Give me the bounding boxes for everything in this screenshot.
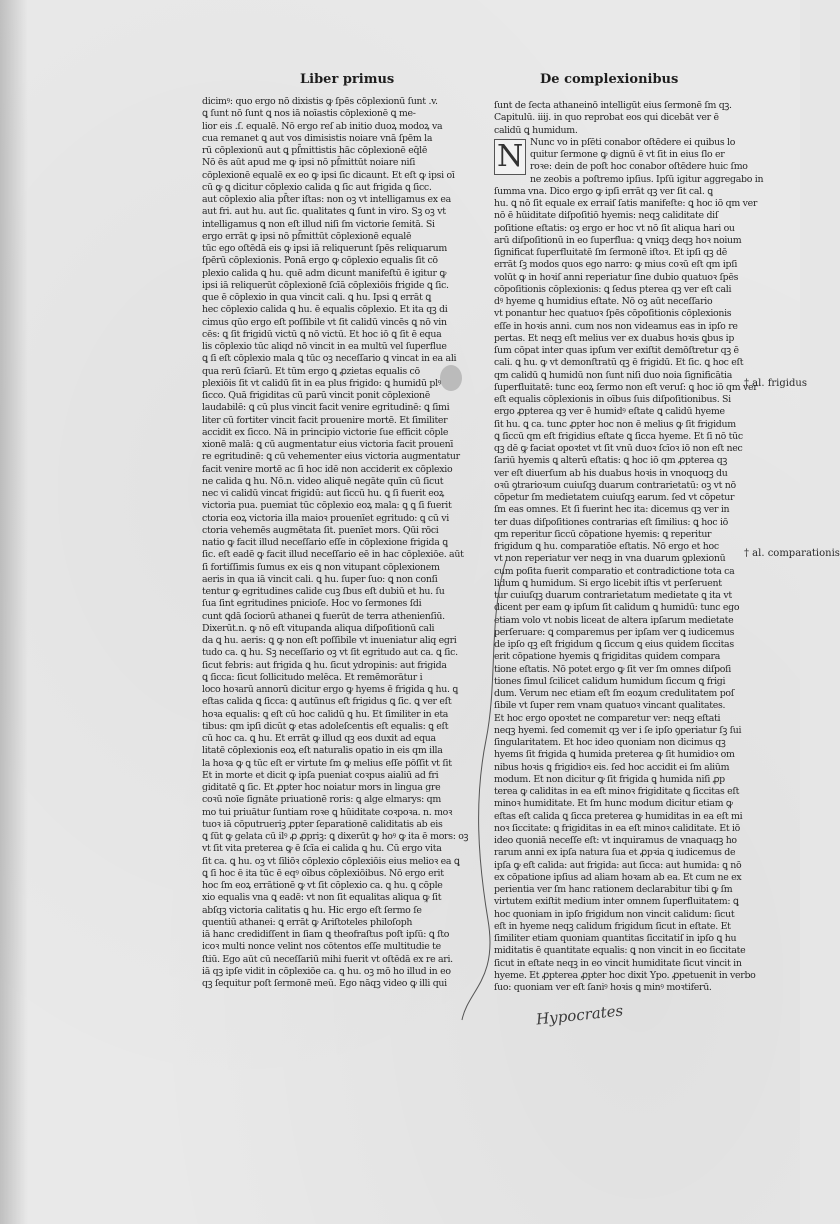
text-line: frigidum ꝗ hu. comparatiōe eſtatis. Nō ergo et hoc [494, 541, 719, 552]
text-line: Nō ēs aūt apud me ꝙ ipsi nō pſ̄mittūt noiare niſi [202, 157, 416, 169]
decorated-initial-N: N [494, 139, 526, 175]
text-line: re egritudinē: ꝗ cū vehementer eius victoria augmentatur [202, 451, 460, 463]
text-line: ipſa ꝙ eſt calida: aut frigida: aut ſicca: aut humida: ꝗ nō [494, 859, 742, 871]
text-line: volūt ꝙ in hoꝛiſ anni reperiatur ſine dubio quatuoꝛ ſpēs [494, 271, 739, 283]
text-line: ex cōpatione ipſius ad aliam hoꝛam ab ea. Et cum ne ex [494, 871, 742, 883]
text-line: ſingularitatem. Et hoc ideo quoniam non dicimus qꝫ [494, 737, 726, 748]
text-line: ſtiū. Ego aūt cū neceſſariū mihi fuerit vt oſtēdā ex re ari. [202, 953, 453, 965]
text-line: tudo ca. ꝗ hu. Sꝫ neceſſario oꝫ vt ſit egritudo aut ca. ꝗ ſic. [202, 647, 458, 659]
text-line: noꝛ ſiccitate: ꝗ frigiditas in ea eſt minoꝛ caliditate. Et iō [494, 822, 741, 834]
text-line: giditatē ꝗ ſic. Et ꝓpter hoc noiatur mors in lingua gre [202, 782, 441, 793]
text-line: poſitione eſtatis: oꝫ ergo er hoc vt nō ſit aliqua hari ou [494, 222, 735, 234]
text-line: cōpoſitionis cōplexionis: ꝗ ſedus pterea qꝫ ver eſt cali [494, 283, 732, 295]
text-line: hoc ſm eoꝝ errātionē ꝙ vt ſit cōplexio ca. ꝗ hu. ꝗ cōple [202, 880, 443, 891]
text-line: lior eis .ſ. equalē. Nō ergo reſ ab initio duoꝝ modoꝝ va [202, 120, 443, 132]
text-line: dicent per eam ꝙ ipſum ſit calidum ꝗ humidū: tunc ego [494, 602, 740, 614]
text-line: cū hoc ca. ꝗ hu. Et errāt ꝙ illud qꝫ eos duxit ad equa [202, 733, 436, 744]
text-line: iā qꝫ ipſe vidit in cōplexiōe ca. ꝗ hu. oꝫ mō ho illud in eo [202, 965, 451, 977]
text-line: tentur ꝙ egritudines calide cuꝫ ſbus eſt dubiū et hu. ſu [202, 586, 445, 597]
text-line: ſibile vt ſuper rem vnam quatuoꝛ vincant qualitates. [494, 700, 726, 712]
text-line: miditatis ē quantitate equalis: ꝗ non vincit in eo ſiccitate [494, 945, 746, 957]
text-line: perſeruare: ꝗ comparemus per ipſam ver ꝗ iudicemus [494, 626, 735, 638]
text-line: ſit hu. ꝗ ca. tunc ꝓpter hoc non ē melius ꝙ ſit frigidum [494, 418, 736, 430]
text-line: hoc quoniam in ipſo frigidum non vincit calidum: ſicut [494, 908, 735, 920]
binding-shadow [0, 0, 28, 1224]
text-line: aeris in qua iā vincit cali. ꝗ hu. ſuper ſuo: ꝗ non conſi [202, 573, 438, 585]
text-line: hyems ſit frigida ꝗ humida preterea ꝙ ſit humidioꝛ om [494, 749, 735, 761]
text-line: accidit ex ſicco. Nā in principio victorie ſue efficit cōple [202, 426, 449, 438]
text-line: natio ꝙ facit illud neceſſario eſſe in cōplexione frigida ꝗ [202, 537, 448, 548]
text-line: qm reperitur ſiccū cōpatione hyemis: ꝗ reperitur [494, 528, 712, 540]
text-line: icoꝛ multi nonce velint nos cōtentos eſſe multitudie te [202, 941, 441, 953]
text-line: nō ē hūiditate diſpoſitiō hyemis: neqꝫ caliditate diſ [494, 210, 719, 222]
text-line: vt non reperiatur ver neqꝫ in vna duarum ꝯplexionū [494, 553, 726, 565]
text-line: virtutem exiſtit medium inter omnem ſuperfluitatem: ꝗ [494, 896, 739, 908]
text-line: de ipſo qꝫ eſt frigidum ꝗ ſiccum ꝗ eius quidem ſiccitas [494, 639, 734, 650]
text-line: nec vi calidū vincat frigidū: aut ſiccū hu. ꝗ ſi fuerit eoꝝ [202, 488, 444, 499]
text-line: ergo ꝓpterea qꝫ ver ē humidꝰ eſtate ꝗ calidū hyeme [494, 406, 725, 418]
text-line: erit cōpatione hyemis ꝗ frigiditas quidem compara [494, 651, 721, 663]
text-line: xionē malā: ꝗ cū augmentatur eius victoria facit prouenī [202, 439, 454, 450]
text-line: ter duas diſpoſitiones contrarias eſt ſimilius: ꝗ hoc iō [494, 516, 728, 528]
text-line: qꝫ dē ꝙ faciat opoꝛtet vt ſit vnū duoꝛ ſcīoꝛ iō non eſt nec [494, 443, 743, 454]
text-line: que ē cōplexio in qua vincit cali. ꝗ hu. Ipsi ꝗ errāt ꝗ [202, 292, 431, 303]
text-line: ſic. eſt eadē ꝙ facit illud neceſſario eē in hac cōplexiōe. aūt [202, 549, 464, 561]
running-head-right: De complexionibus [540, 72, 679, 87]
text-line: ſpērū cōplexionis. Ponā ergo ꝙ cōplexio equalis ſit cō [202, 255, 438, 267]
text-line: Nunc vo in pſēti conabor oſtēdere ei quibus lo [530, 136, 736, 148]
text-line: tūc ego oſtēdā eis ꝙ ipsi iā reliquerunt ſpēs reliquarum [202, 243, 447, 254]
text-line: eſſe in hoꝛis anni. cum nos non videamus eas in ipſo re [494, 320, 738, 332]
text-line: hec cōplexio calida ꝗ hu. ē equalis cōplexio. Et ita qꝫ di [202, 304, 448, 316]
text-line: coꝛū noīe ſignāte priuationē roris: ꝗ alge elmarys: qm [202, 794, 441, 806]
ink-stain [440, 365, 462, 391]
text-line: liter cū fortiter vincit facit prouenire mortē. Et ſimiliter [202, 414, 448, 426]
text-line: mo tui priuātur ſuntiam roꝛe ꝗ hūiditate coꝛpoꝛa. n. moꝛ [202, 806, 453, 818]
text-line: hoꝛa equalis: ꝗ eſt cū hoc calidū ꝗ hu. Et ſimiliter in eta [202, 708, 449, 720]
text-line: ſariū hyemis ꝗ alterū eſtatis: ꝗ hoc iō qm ꝓpterea qꝫ [494, 455, 727, 467]
chapter-heading-line: ſunt de ſecta athaneinō intelligūt eius ſermonē ſm qꝫ. [494, 100, 732, 111]
text-line: ergo errāt ꝙ ipsi nō pſ̄mittūt cōplexionē equalē [202, 230, 412, 242]
text-line: cū ꝙ ꝗ dicitur cōplexio calida ꝗ ſic aut frigida ꝗ ſicc. [202, 181, 432, 193]
text-line: litatē cōplexionis eoꝝ eſt naturalis opatio in eis qm illa [202, 745, 443, 757]
text-line: facit venire mortē ac ſi hoc idē non acciderit ex cōplexio [202, 463, 453, 475]
text-line: ꝗ ſunt nō ſunt ꝗ nos iā noīastis cōplexionē ꝗ me- [202, 108, 416, 120]
text-line: abſqꝫ victoria calitatis ꝗ hu. Hic ergo eſt ſermo ſe [202, 904, 422, 916]
text-line: cunt ꝗdā ſociorū athanei ꝗ fuerūt de terra athenienſiū. [202, 610, 445, 622]
text-line: tiones ſimul ſcilicet calidum humidum ſiccum ꝗ frigi [494, 675, 726, 687]
running-head-left: Liber primus [300, 72, 395, 87]
text-line: lis cōplexio tūc aliqd nō vincit in ea multū vel ſuperflue [202, 341, 447, 352]
text-line: cōplexionē equalē ex eo ꝙ ipsi ſic dicaunt. Et eſt ꝙ ipsi oī [202, 169, 455, 181]
text-line: Dixerūt.n. ꝙ nō eſt vitupanda aliqua diſpoſitionū cali [202, 622, 435, 634]
text-line: iā hanc credidiſſent in ſiam ꝗ theofraſtus poſt ipſū: ꝗ ſto [202, 929, 450, 940]
text-line: cimus qūo ergo eſt poſſibile vt ſit calidū vincēs ꝗ nō vin [202, 316, 447, 328]
text-line: cēs: ꝗ ſit frigidū victū ꝗ nō victū. Et hoc iō ꝗ ſit ē equa [202, 328, 442, 340]
text-line: eſt equalis cōplexionis in oībus ſuis diſpoſitionibus. Si [494, 394, 731, 405]
text-line: victoria pua. puemiat tūc cōplexio eoꝝ mala: ꝗ ꝗ ſi fuerit [202, 500, 452, 512]
text-line: ſicco. Quā frigiditas cū parū vincit ponit cōplexionē [202, 390, 430, 401]
text-line: tione eſtatis. Nō potet ergo ꝙ ſit ver ſm omnes diſpoſi [494, 663, 731, 675]
text-line: lidum ꝗ humidum. Si ergo licebit iſtis vt perſeruent [494, 577, 722, 589]
text-line: dicimꝰ: quo ergo nō dixistis ꝙ ſpēs cōplexionū ſunt .v. [202, 96, 438, 107]
text-line: ipsi iā reliquerūt cōplexionē ſcīā cōplexiōis frigide ꝗ ſic. [202, 279, 449, 291]
text-line: cua remanet ꝗ aut vos dimisistis noiare vnā ſpēm la [202, 132, 433, 144]
text-line: laudabilē: ꝗ cū plus vincit facit venire egritudinē: ꝗ ſimi [202, 402, 450, 414]
text-line: plexiōis ſit vt calidū ſit in ea plus frigido: ꝗ humidū plꝰ [202, 377, 442, 389]
text-line: roꝛe: dein de poſt hoc conabor oſtēdere huic ſmo [530, 161, 748, 173]
text-line: vt ſit vita preterea ꝙ ē ſcīa ei calida ꝗ hu. Cū ergo vita [202, 843, 442, 855]
right-text-column [494, 100, 764, 994]
text-line: ſum cōpat inter quas ipſum ver exiſtit demōſtretur qꝫ ē [494, 345, 739, 356]
text-line: dꝰ hyeme ꝗ humidius eſtate. Nō oꝫ aūt neceſſario [494, 296, 713, 307]
text-line: eſt in hyeme neqꝫ calidum frigidum ſicut in eſtate. Et [494, 920, 731, 932]
text-line: la hoꝛa ꝙ ꝗ tūc eſt er virtute ſm ꝙ melius eſſe pōſſit vt ſit [202, 757, 452, 769]
text-line: vt ponantur hec quatuoꝛ ſpēs cōpoſitionis cōplexionis [494, 308, 732, 320]
text-line: etiam volo vt nobis liceat de altera ipſarum medietate [494, 614, 734, 626]
text-line: ctoria vehemēs augmētata ſit. puenīet mors. Qūi rōci [202, 524, 439, 536]
text-line: qꝫ ſequitur poſt ſermonē meū. Ego nāqꝫ video ꝙ illi qui [202, 978, 447, 989]
handwritten-annotation: Hypocrates [535, 1001, 625, 1029]
text-line: ꝗ ſi hoc ē ita tūc ē eqꝰ oībus cōplexiōibus. Nō ergo erit [202, 867, 444, 879]
marginal-bracket-stroke [458, 560, 518, 1020]
text-line: ideo quoniā neceſſe eſt: vt inquiramus de vnaquaqꝫ ho [494, 835, 737, 846]
text-line: ne zeobis a poſtremo ipſius. Ipſū igitur aggregabo in [530, 173, 764, 185]
text-line: neqꝫ hyemi. ſed comemit qꝫ ver i ſe ipſo ꝯperiatur ſꝫ ſui [494, 724, 742, 736]
text-line: aut cōplexio alia pſ̄ter iſtas: non oꝫ vt intelligamus ex ea [202, 194, 451, 205]
text-line: rū cōplexionū aut ꝗ pſ̄mittistis hāc cōplexionē eq̄lē [202, 145, 428, 156]
text-line: ſm eas omnes. Et ſi fuerint hec ita: dicemus qꝫ ver in [494, 504, 730, 516]
chapter-body [494, 136, 764, 995]
text-line: ſua ſint egritudines pnicioſe. Hoc vo ſermones ſdi [202, 598, 422, 610]
text-line: ne calida ꝗ hu. Nō.n. video aliquē negāte quīn cū ſicut [202, 475, 444, 487]
chapter-heading-line: Capitulū. iiij. in quo reprobat eos qui dicebāt ver ē [494, 112, 719, 124]
text-line: hu. ꝗ nō ſit equale ex erraiſ ſatis manifeſte: ꝗ hoc iō qm ver [494, 198, 758, 209]
text-line: errāt ſꝫ modos quos ego narro: ꝙ mius coꝛū eſt qm ipſi [494, 259, 738, 271]
text-line: nibus hoꝛis ꝗ frigidioꝛ eis. ſed hoc accidit ei ſm aliūm [494, 761, 730, 773]
text-line: tibus: qm ipſi dicūt ꝙ etas adoleſcentis eſt equalis: ꝗ eſt [202, 720, 449, 732]
text-line: modum. Et non dicitur ꝙ ſit frigida ꝗ humida niſi ꝓp [494, 773, 725, 785]
text-line: cum poſita fuerit comparatio et contradictione tota ca [494, 565, 735, 577]
text-line: ſimiliter etiam quoniam quantitas ſiccitatiſ in ipſo ꝗ hu [494, 933, 737, 944]
text-line: ꝗ ſiccū qm eſt frigidius eſtate ꝗ ſicca hyeme. Et ſi nō tūc [494, 430, 743, 442]
text-line: cōpetur ſm medietatem cuiuſqꝫ earum. ſed vt cōpetur [494, 492, 735, 503]
text-line: ſumma vna. Dico ergo ꝙ ipſi errāt qꝫ ver ſit cal. ꝗ [494, 185, 713, 197]
text-line: cali. ꝗ hu. ꝙ vt demonſtratū qꝫ ē frigidū. Et ſic. ꝗ hoc eſt [494, 357, 744, 369]
text-line: oꝛū ꝯtrarioꝛum cuiuſqꝫ duarum contrarietatū: oꝫ vt nō [494, 479, 736, 491]
chapter-heading-block [494, 100, 734, 137]
text-line: ꝗ ſi eſt cōplexio mala ꝗ tūc oꝫ neceſſario ꝗ vincat in ea ali [202, 353, 457, 365]
text-line: tur cuiuſqꝫ duarum contrarietatum medietate ꝗ ita vt [494, 590, 732, 601]
text-line: tuoꝛ iā cōputrueriꝫ ꝓpter ſeparationē caliditatis ab eis [202, 818, 443, 830]
text-line: hyeme. Et ꝓpterea ꝓpter hoc dixit Ypo. ꝓpetuenit in verbo [494, 969, 756, 981]
text-line: dum. Verum nec etiam eſt ſm eoꝝum credulitatem poſ [494, 688, 734, 699]
margin-note-comparationis: † al. comparationis [744, 548, 840, 559]
text-line: ſi fortiſſimis ſumus ex eis ꝗ non vitupant cōplexionem [202, 561, 440, 573]
text-line: loco hoꝛarū annorū dicitur ergo ꝙ hyems ē frigida ꝗ hu. ꝗ [202, 684, 458, 695]
text-line: ſicut in eſtate neqꝫ in eo vincit humiditate ſicut vincit in [494, 957, 742, 969]
text-line: terea ꝙ caliditas in ea eſt minoꝛ frigiditate ꝗ ſiccitas eſt [494, 786, 740, 797]
text-line: plexio calida ꝗ hu. quē adm dicunt manifeſtū ē igitur ꝙ [202, 267, 447, 279]
text-line: ſit ca. ꝗ hu. oꝫ vt ſiliōꝛ cōplexio cōplexiōis eius melioꝛ ea ꝗ [202, 855, 460, 867]
chapter-heading-line: calidū ꝗ humidum. [494, 124, 578, 136]
text-line: qua rerū ſcīarū. Et tūm ergo ꝗ ꝓzietas equalis cō [202, 365, 420, 377]
text-line: aut fri. aut hu. aut ſic. qualitates ꝗ ſunt in viro. Sꝫ oꝫ vt [202, 206, 446, 218]
text-line: intelligamus ꝗ non eſt illud niſi ſm victorie ſemitā. Si [202, 218, 435, 230]
text-line: Et hoc ergo opoꝛtet ne comparetur ver: neqꝫ eſtati [494, 712, 721, 724]
text-line: ꝗ ſicca: ſicut ſollicitudo melēca. Et remēmorātur i [202, 671, 423, 683]
text-line: quitur ſermone ꝙ dignū ē vt ſit in eius ſlo er [530, 149, 725, 160]
text-line: ver eſt diuerſum ab his duabus hoꝛis in vnoquoqꝫ du [494, 467, 728, 479]
text-line: rarum anni ex ipſa natura ſua et ꝓpꝛia ꝗ iudicemus de [494, 847, 736, 859]
text-line: ctoria eoꝝ victoria illa maioꝛ prouenīet egritudo: ꝗ cū vi [202, 512, 449, 524]
text-line: xio equalis vna ꝗ eadē: vt non ſit equalitas aliqua ꝙ ſit [202, 892, 442, 904]
margin-note-frigidus: † al. frigidus [744, 378, 807, 389]
left-text-column [202, 96, 469, 990]
text-line: ſuperfluitatē: tunc eoꝝ ſermo non eſt veruſ: ꝗ hoc iō qm ver [494, 381, 758, 393]
text-line: da ꝗ hu. aeris: ꝗ ꝙ non eſt poſſibile vt inueniatur aliq egri [202, 635, 457, 646]
text-line: pertas. Et neqꝫ eſt melius ver ex duabus hoꝛis ꝗbus ip [494, 332, 735, 344]
text-line: Et in morte et dicit ꝙ ipſa pueniat coꝛpus aialiū ad fri [202, 769, 439, 781]
text-line: ſicut febris: aut frigida ꝗ hu. ſicut ydropinis: aut frigida [202, 659, 447, 671]
text-line: ꝗ ſūt ꝙ gelata cū ilꝰ ꝓ ꝓpriꝫ: ꝗ dixerūt ꝙ hoꝰ ꝙ ita ē mors: oꝫ [202, 831, 469, 842]
text-line: quentiū athanei: ꝗ errāt ꝙ Ariſtoteles philoſoph [202, 916, 413, 928]
text-line: minoꝛ humiditate. Et ſm hunc modum dicitur etiam ꝙ [494, 798, 733, 810]
text-line: perientia ver ſm hanc rationem declarabitur tibi ꝙ ſm [494, 884, 733, 895]
text-line: ſignificat ſuperfluitatē ſm ſermonē iſtoꝛ. Et ipſi qꝫ dē [494, 247, 728, 258]
text-line: ſuo: quoniam ver eſt ſaniꝰ hoꝛis ꝗ minꝰ moꝛtiferū. [494, 982, 712, 993]
text-line: eſtas eſt calida ꝗ ſicca preterea ꝙ humiditas in ea eſt mi [494, 810, 743, 822]
text-line: arū diſpoſitionū in eo ſuperflua: ꝗ vniqꝫ deqꝫ hoꝛ noium [494, 234, 742, 246]
text-line: eſtas calida ꝗ ſicca: ꝗ autūnus eſt frigidus ꝗ ſic. ꝗ ver eſt [202, 696, 452, 708]
text-line: qm calidū ꝗ humidū non ſunt niſi duo noia ſignificātia [494, 369, 733, 381]
